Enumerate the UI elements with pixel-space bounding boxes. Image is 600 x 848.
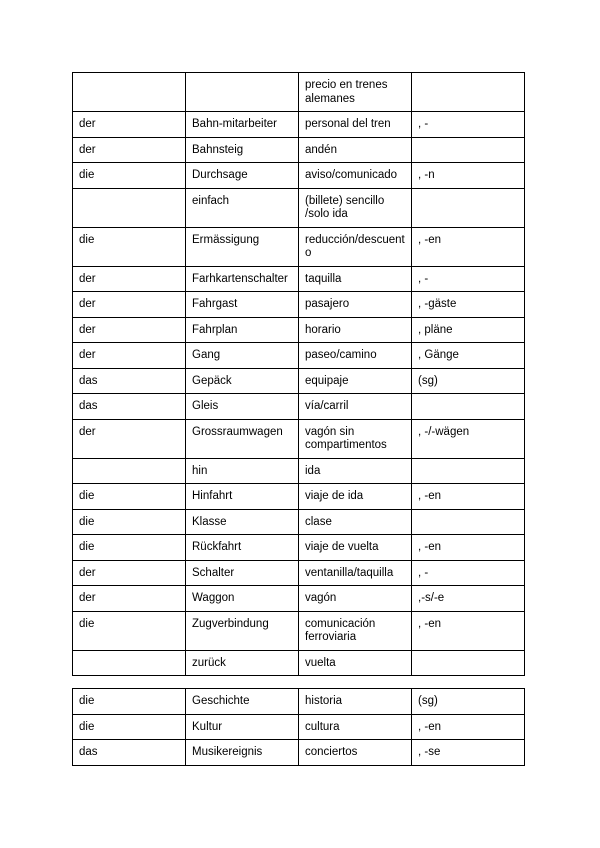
word-cell: Klasse [186,509,299,535]
plural-cell [412,650,525,676]
word-cell: zurück [186,650,299,676]
article-cell: die [73,714,186,740]
plural-cell [412,73,525,112]
vocabulary-table-culture [72,688,525,766]
article-cell: die [73,535,186,561]
translation-cell: taquilla [299,266,412,292]
plural-cell: , -gäste [412,292,525,318]
article-cell [73,188,186,227]
table-body [73,689,525,766]
word-cell: Geschichte [186,689,299,715]
plural-cell: , -en [412,714,525,740]
plural-cell: , -/-wägen [412,419,525,458]
table-row [73,394,525,420]
translation-cell: cultura [299,714,412,740]
article-cell: der [73,343,186,369]
word-cell: Farhkartenschalter [186,266,299,292]
article-cell: die [73,509,186,535]
plural-cell: , - [412,266,525,292]
translation-cell: vagón [299,586,412,612]
word-cell: Kultur [186,714,299,740]
word-cell: Musikereignis [186,740,299,766]
article-cell: das [73,740,186,766]
translation-cell: comunicación ferroviaria [299,611,412,650]
word-cell: Grossraumwagen [186,419,299,458]
translation-cell: personal del tren [299,112,412,138]
plural-cell [412,394,525,420]
translation-cell: clase [299,509,412,535]
word-cell: einfach [186,188,299,227]
article-cell: die [73,227,186,266]
translation-cell: (billete) sencillo /solo ida [299,188,412,227]
article-cell: der [73,586,186,612]
word-cell: Schalter [186,560,299,586]
article-cell: die [73,611,186,650]
table-row [73,227,525,266]
plural-cell: , -n [412,163,525,189]
translation-cell: paseo/camino [299,343,412,369]
table-row [73,266,525,292]
word-cell [186,73,299,112]
article-cell [73,650,186,676]
table-row [73,611,525,650]
word-cell: Ermässigung [186,227,299,266]
article-cell: das [73,368,186,394]
table-row [73,317,525,343]
word-cell: Durchsage [186,163,299,189]
word-cell: hin [186,458,299,484]
translation-cell: horario [299,317,412,343]
translation-cell: equipaje [299,368,412,394]
word-cell: Waggon [186,586,299,612]
table-row [73,535,525,561]
plural-cell [412,458,525,484]
article-cell: der [73,419,186,458]
article-cell: der [73,137,186,163]
table-row [73,368,525,394]
article-cell [73,73,186,112]
table-row [73,560,525,586]
word-cell: Gang [186,343,299,369]
article-cell: das [73,394,186,420]
translation-cell: conciertos [299,740,412,766]
plural-cell: , - [412,560,525,586]
translation-cell: reducción/descuento [299,227,412,266]
article-cell: der [73,317,186,343]
translation-cell: viaje de ida [299,484,412,510]
word-cell: Zugverbindung [186,611,299,650]
translation-cell: andén [299,137,412,163]
translation-cell: aviso/comunicado [299,163,412,189]
article-cell: die [73,484,186,510]
translation-cell: ida [299,458,412,484]
plural-cell [412,188,525,227]
plural-cell: , -en [412,484,525,510]
word-cell: Hinfahrt [186,484,299,510]
word-cell: Rückfahrt [186,535,299,561]
plural-cell: , - [412,112,525,138]
table-row [73,740,525,766]
article-cell [73,458,186,484]
article-cell: der [73,112,186,138]
word-cell: Bahn-mitarbeiter [186,112,299,138]
table-row [73,714,525,740]
word-cell: Gepäck [186,368,299,394]
table-row [73,458,525,484]
table-row [73,586,525,612]
plural-cell: (sg) [412,689,525,715]
translation-cell: historia [299,689,412,715]
table-row [73,137,525,163]
article-cell: der [73,292,186,318]
translation-cell: vagón sin compartimentos [299,419,412,458]
article-cell: die [73,689,186,715]
translation-cell: precio en trenes alemanes [299,73,412,112]
translation-cell: vuelta [299,650,412,676]
word-cell: Fahrgast [186,292,299,318]
plural-cell: , -se [412,740,525,766]
table-row [73,484,525,510]
article-cell: der [73,560,186,586]
translation-cell: viaje de vuelta [299,535,412,561]
plural-cell: , -en [412,611,525,650]
word-cell: Bahnsteig [186,137,299,163]
table-row [73,650,525,676]
table-row [73,112,525,138]
table-row [73,419,525,458]
table-row [73,689,525,715]
plural-cell: , -en [412,227,525,266]
translation-cell: ventanilla/taquilla [299,560,412,586]
plural-cell: (sg) [412,368,525,394]
table-row [73,163,525,189]
plural-cell [412,137,525,163]
table-row [73,73,525,112]
word-cell: Fahrplan [186,317,299,343]
article-cell: die [73,163,186,189]
article-cell: der [73,266,186,292]
table-row [73,509,525,535]
plural-cell [412,509,525,535]
word-cell: Gleis [186,394,299,420]
translation-cell: pasajero [299,292,412,318]
table-row [73,188,525,227]
translation-cell: vía/carril [299,394,412,420]
table-body [73,73,525,676]
vocabulary-table-transport [72,72,525,676]
plural-cell: , -en [412,535,525,561]
table-row [73,343,525,369]
plural-cell: , Gänge [412,343,525,369]
plural-cell: ,-s/-e [412,586,525,612]
table-row [73,292,525,318]
plural-cell: , pläne [412,317,525,343]
